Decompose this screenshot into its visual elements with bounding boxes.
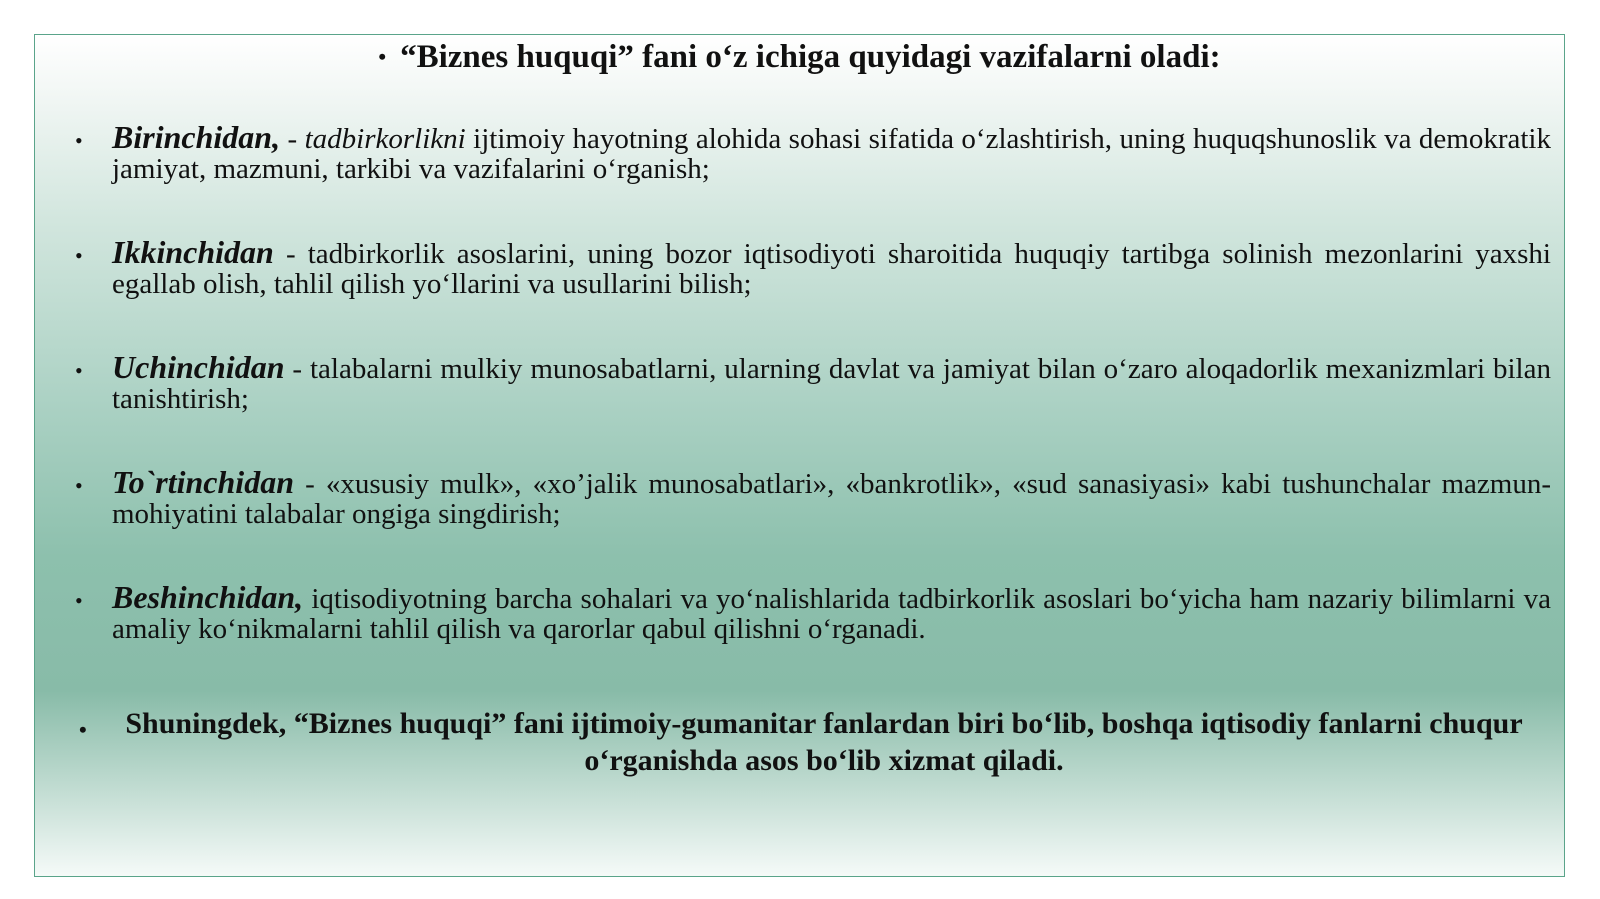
- list-item-body: «xususiy mulk», «xo’jalik munosabatlari», «bankrotlik», «sud sanasiyasi» kabi tushunchalar mazmun-mohiyatini talabalar ongiga singdirish;: [112, 468, 1551, 530]
- list-item-lead: Beshinchidan,: [112, 579, 304, 615]
- list-item-body: talabalarni mulkiy munosabatlarni, ularning davlat va jamiyat bilan o‘zaro aloqadorlik mexanizmlari bilan tanishtirish;: [112, 353, 1551, 415]
- list-item-lead: Birinchidan,: [112, 119, 281, 155]
- slide-frame: [34, 34, 1565, 877]
- list-item-uchinchidan: [75, 349, 1551, 415]
- slide-title: [35, 37, 1564, 79]
- bullet-icon: •: [75, 128, 83, 153]
- slide-title-text: “Biznes huquqi” fani o‘z ichiga quyidagi vazifalarni oladi:: [400, 39, 1221, 75]
- list-item-beshinchidan: [75, 579, 1551, 645]
- list-item-body: tadbirkorlik asoslarini, uning bozor iqtisodiyoti sharoitida huquqiy tartibga solinish mezonlarini yaxshi egallab olish, tahlil qilish yo‘llarini va usullarini bilish;: [112, 238, 1551, 300]
- bullet-icon: •: [75, 473, 83, 498]
- list-item-ikkinchidan: [75, 234, 1551, 300]
- list-item-text: [112, 234, 1551, 300]
- list-item-lead: Uchinchidan: [112, 349, 285, 385]
- list-item-tortinchidan: [75, 464, 1551, 530]
- list-item-lead: To`rtinchidan: [112, 464, 294, 500]
- bullet-icon: •: [75, 243, 83, 268]
- conclusion-paragraph: [79, 705, 1549, 779]
- list-item-text: [112, 349, 1551, 415]
- bullet-icon: •: [79, 717, 87, 742]
- bullet-icon: •: [75, 588, 83, 613]
- bullet-icon: •: [378, 44, 387, 70]
- bullet-icon: •: [75, 358, 83, 383]
- list-item-dash: -: [284, 353, 310, 385]
- list-item-dash: -: [280, 123, 305, 155]
- list-item-text: [112, 464, 1551, 530]
- list-item-text: [112, 579, 1551, 645]
- list-item-lead: Ikkinchidan: [112, 234, 274, 270]
- list-item-dash: -: [293, 468, 326, 500]
- conclusion-text: Shuningdek, “Biznes huquqi” fani ijtimoiy-gumanitar fanlardan biri bo‘lib, boshqa iqtisodiy fanlarni chuqur o‘rganishda asos bo‘lib xizmat qiladi.: [125, 707, 1523, 777]
- list-item-text: [112, 119, 1551, 185]
- list-item-body: ijtimoiy hayotning alohida sohasi sifatida o‘zlashtirish, uning huquqshunoslik va demokratik jamiyat, mazmuni, tarkibi va vazifalarini o‘rganish;: [112, 123, 1551, 185]
- list-item-dash: -: [273, 238, 308, 270]
- list-item-body: iqtisodiyotning barcha sohalari va yo‘nalishlarida tadbirkorlik asoslari bo‘yicha ham nazariy bilimlarni va amaliy ko‘nikmalarni tahlil qilish va qarorlar qabul qilishni o‘rganadi.: [112, 583, 1551, 645]
- list-item-birinchidan: [75, 119, 1551, 185]
- list-item-italic: tadbirkorlikni: [304, 123, 466, 155]
